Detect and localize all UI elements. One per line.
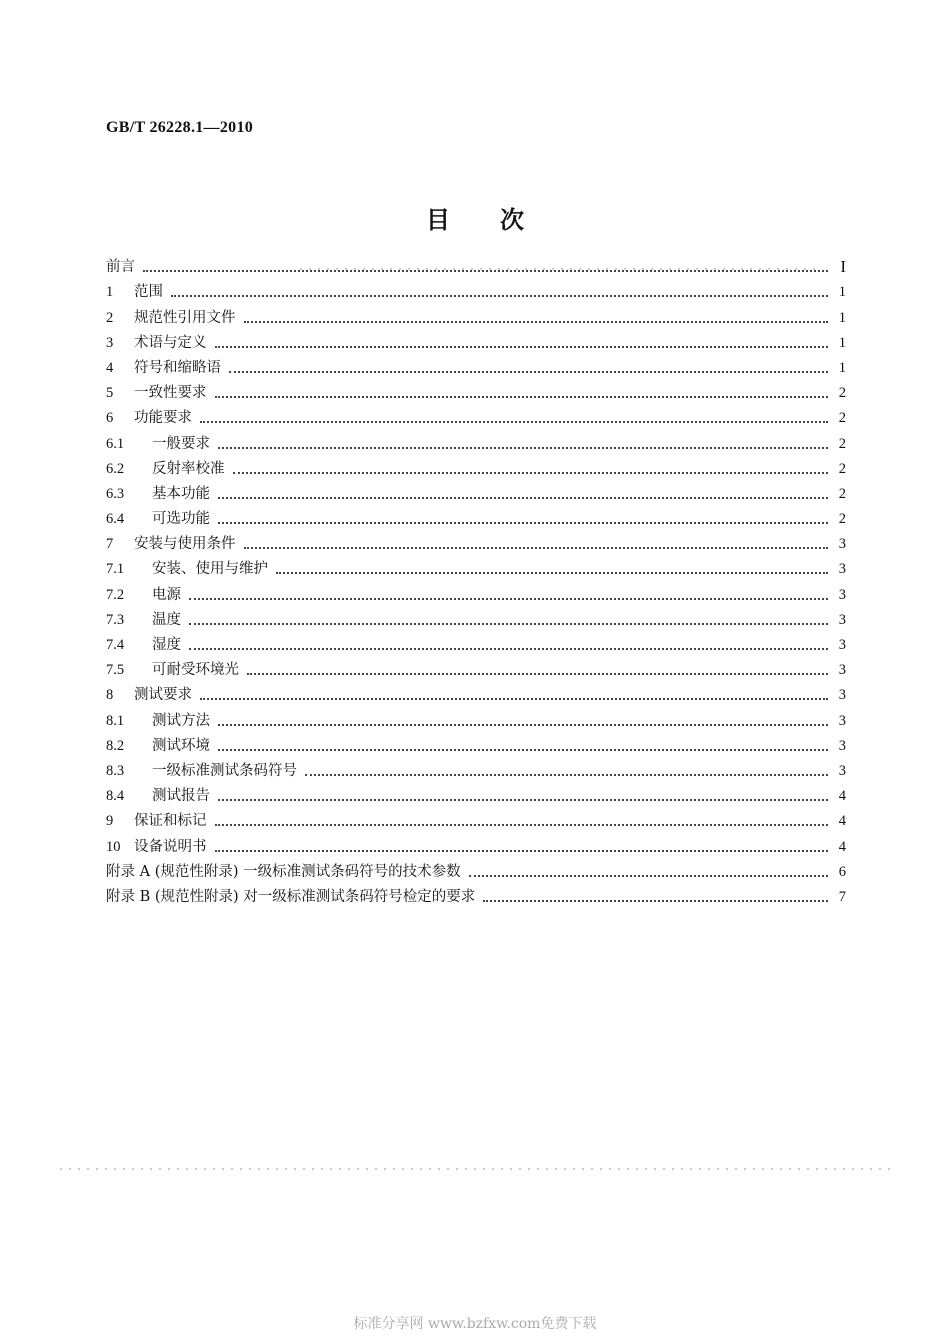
watermark: 标准分享网 www.bzfxw.com免费下载	[353, 1316, 597, 1332]
toc-entry-page: 4	[838, 813, 846, 830]
dot-leader	[233, 471, 829, 474]
toc-entry[interactable]	[106, 529, 846, 554]
toc-entry-label: 湿度	[152, 637, 181, 653]
toc-entry-page: 2	[838, 385, 846, 402]
toc-entry-number: 6.3	[106, 485, 125, 502]
dot-leader	[143, 269, 828, 272]
dot-leader	[218, 496, 828, 499]
toc-entry[interactable]	[106, 731, 846, 756]
dot-leader	[189, 647, 828, 650]
dot-leader	[247, 672, 828, 675]
toc-entry[interactable]	[106, 479, 846, 504]
dot-leader	[483, 899, 828, 902]
toc-entry-page: 3	[838, 611, 846, 628]
standard-number: GB/T 26228.1—2010	[106, 119, 254, 136]
toc-entry[interactable]	[106, 403, 846, 428]
toc-entry-page: 3	[838, 687, 846, 704]
dot-leader	[229, 370, 828, 373]
toc-entry-number: 7.2	[106, 586, 125, 603]
toc-entry[interactable]	[106, 302, 846, 327]
dot-leader	[200, 420, 828, 423]
toc-entry-number: 6	[106, 410, 114, 427]
toc-entry-label: 测试要求	[134, 687, 192, 704]
toc-entry-page: 3	[838, 662, 846, 679]
toc-entry-number: 7.4	[106, 637, 125, 653]
toc-entry-page: 2	[838, 511, 846, 528]
dot-leader	[218, 723, 828, 726]
toc-entry-page: 3	[838, 637, 846, 653]
toc-entry-number: 8.1	[106, 712, 125, 729]
toc-entry-label: 反射率校准	[152, 460, 225, 477]
toc-entry[interactable]	[106, 454, 846, 479]
dot-leader	[171, 294, 828, 297]
toc-entry-page: 4	[838, 838, 846, 855]
toc-entry-label: 设备说明书	[134, 838, 207, 855]
dot-leader	[305, 773, 828, 776]
toc-entry-number: 6.4	[106, 511, 125, 528]
dot-leader	[218, 446, 828, 449]
toc-entry-page: 7	[838, 888, 846, 905]
toc-entry[interactable]	[106, 428, 846, 453]
toc-entry-number: 8	[106, 687, 114, 704]
toc-entry-label: 功能要求	[134, 410, 192, 427]
toc-entry-label: 安装、使用与维护	[152, 561, 268, 578]
toc-entry-label: 前言	[106, 259, 135, 276]
toc-entry-number: 9	[106, 813, 114, 830]
toc-entry[interactable]	[106, 252, 846, 277]
toc-entry-page: 3	[838, 762, 846, 779]
dot-leader	[215, 345, 829, 348]
toc-entry-label: 范围	[134, 284, 163, 301]
toc-entry-label: 一致性要求	[134, 385, 207, 402]
toc-entry-label: 温度	[152, 611, 181, 628]
toc-entry-page: I	[840, 257, 846, 277]
toc-entry[interactable]	[106, 605, 846, 630]
toc-entry[interactable]	[106, 579, 846, 604]
toc-entry-label: 符号和缩略语	[134, 359, 221, 376]
toc-entry-page: 3	[838, 712, 846, 729]
toc-entry[interactable]	[106, 353, 846, 378]
toc-entry[interactable]	[106, 831, 846, 856]
toc-entry[interactable]	[106, 756, 846, 781]
page-title: 目次	[426, 206, 574, 234]
toc-entry-page: 3	[838, 536, 846, 553]
toc-entry-page: 3	[838, 561, 846, 578]
dot-leader	[189, 597, 828, 600]
toc-entry-label: 可耐受环境光	[152, 662, 239, 679]
toc-entry-page: 6	[838, 863, 846, 880]
dot-leader	[215, 823, 829, 826]
toc-entry[interactable]	[106, 806, 846, 831]
toc-entry-page: 1	[838, 309, 846, 326]
toc-entry-label: 一级标准测试条码符号	[152, 762, 297, 779]
dot-leader	[244, 320, 829, 323]
toc-entry-label: 一般要求	[152, 435, 210, 452]
toc-entry-page: 1	[838, 284, 846, 301]
toc-entry[interactable]	[106, 277, 846, 302]
toc-entry[interactable]	[106, 630, 846, 655]
dot-leader	[276, 571, 828, 574]
toc-entry[interactable]	[106, 378, 846, 403]
toc-entry-label: 测试方法	[152, 712, 210, 729]
toc-entry-label: 测试环境	[152, 737, 210, 754]
toc-entry[interactable]	[106, 857, 846, 882]
toc-entry-number: 1	[106, 284, 114, 301]
dot-leader	[244, 546, 829, 549]
toc-entry-label: 附录 A (规范性附录) 一级标准测试条码符号的技术参数	[106, 863, 461, 880]
toc-entry-number: 8.4	[106, 788, 125, 805]
toc-entry-label: 基本功能	[152, 485, 210, 502]
dot-leader	[215, 849, 829, 852]
toc-entry[interactable]	[106, 328, 846, 353]
toc-entry-number: 4	[106, 359, 114, 376]
dot-leader	[200, 697, 828, 700]
toc-entry-number: 6.1	[106, 435, 125, 452]
toc-entry-number: 7.5	[106, 662, 125, 679]
toc-entry-label: 电源	[152, 586, 181, 603]
toc-entry-label: 测试报告	[152, 788, 210, 805]
toc-entry[interactable]	[106, 680, 846, 705]
toc-entry[interactable]	[106, 781, 846, 806]
toc-entry-label: 规范性引用文件	[134, 309, 236, 326]
toc-entry-number: 7.3	[106, 611, 125, 628]
toc-entry-number: 5	[106, 385, 114, 402]
toc-entry[interactable]	[106, 655, 846, 680]
toc-entry-page: 2	[838, 435, 846, 452]
toc-entry-page: 2	[838, 485, 846, 502]
toc-entry-number: 3	[106, 334, 114, 351]
dot-leader	[218, 521, 828, 524]
dot-leader	[218, 798, 828, 801]
dot-leader	[218, 748, 828, 751]
dot-leader	[189, 622, 828, 625]
toc-entry[interactable]	[106, 882, 846, 907]
toc-entry-label: 术语与定义	[134, 334, 207, 351]
toc-entry-number: 10	[106, 838, 121, 855]
toc-entry-label: 保证和标记	[134, 813, 207, 830]
toc-entry-page: 2	[838, 460, 846, 477]
dot-leader	[215, 395, 829, 398]
toc-entry-page: 3	[838, 586, 846, 603]
toc-entry-label: 安装与使用条件	[134, 536, 236, 553]
scan-noise	[60, 1168, 890, 1170]
toc-entry[interactable]	[106, 554, 846, 579]
toc-entry-page: 1	[838, 334, 846, 351]
dot-leader	[469, 874, 828, 877]
toc-entry[interactable]	[106, 504, 846, 529]
toc-entry-number: 7.1	[106, 561, 125, 578]
toc-entry-label: 附录 B (规范性附录) 对一级标准测试条码符号检定的要求	[106, 888, 476, 905]
table-of-contents	[106, 252, 846, 907]
toc-entry-page: 4	[838, 788, 846, 805]
toc-entry-number: 2	[106, 309, 114, 326]
toc-entry-number: 8.2	[106, 737, 125, 754]
toc-entry-page: 2	[838, 410, 846, 427]
toc-entry-label: 可选功能	[152, 511, 210, 528]
toc-entry-number: 7	[106, 536, 114, 553]
toc-entry-number: 6.2	[106, 460, 125, 477]
toc-entry-number: 8.3	[106, 762, 125, 779]
toc-entry-page: 3	[838, 737, 846, 754]
toc-entry[interactable]	[106, 705, 846, 730]
toc-entry-page: 1	[838, 359, 846, 376]
